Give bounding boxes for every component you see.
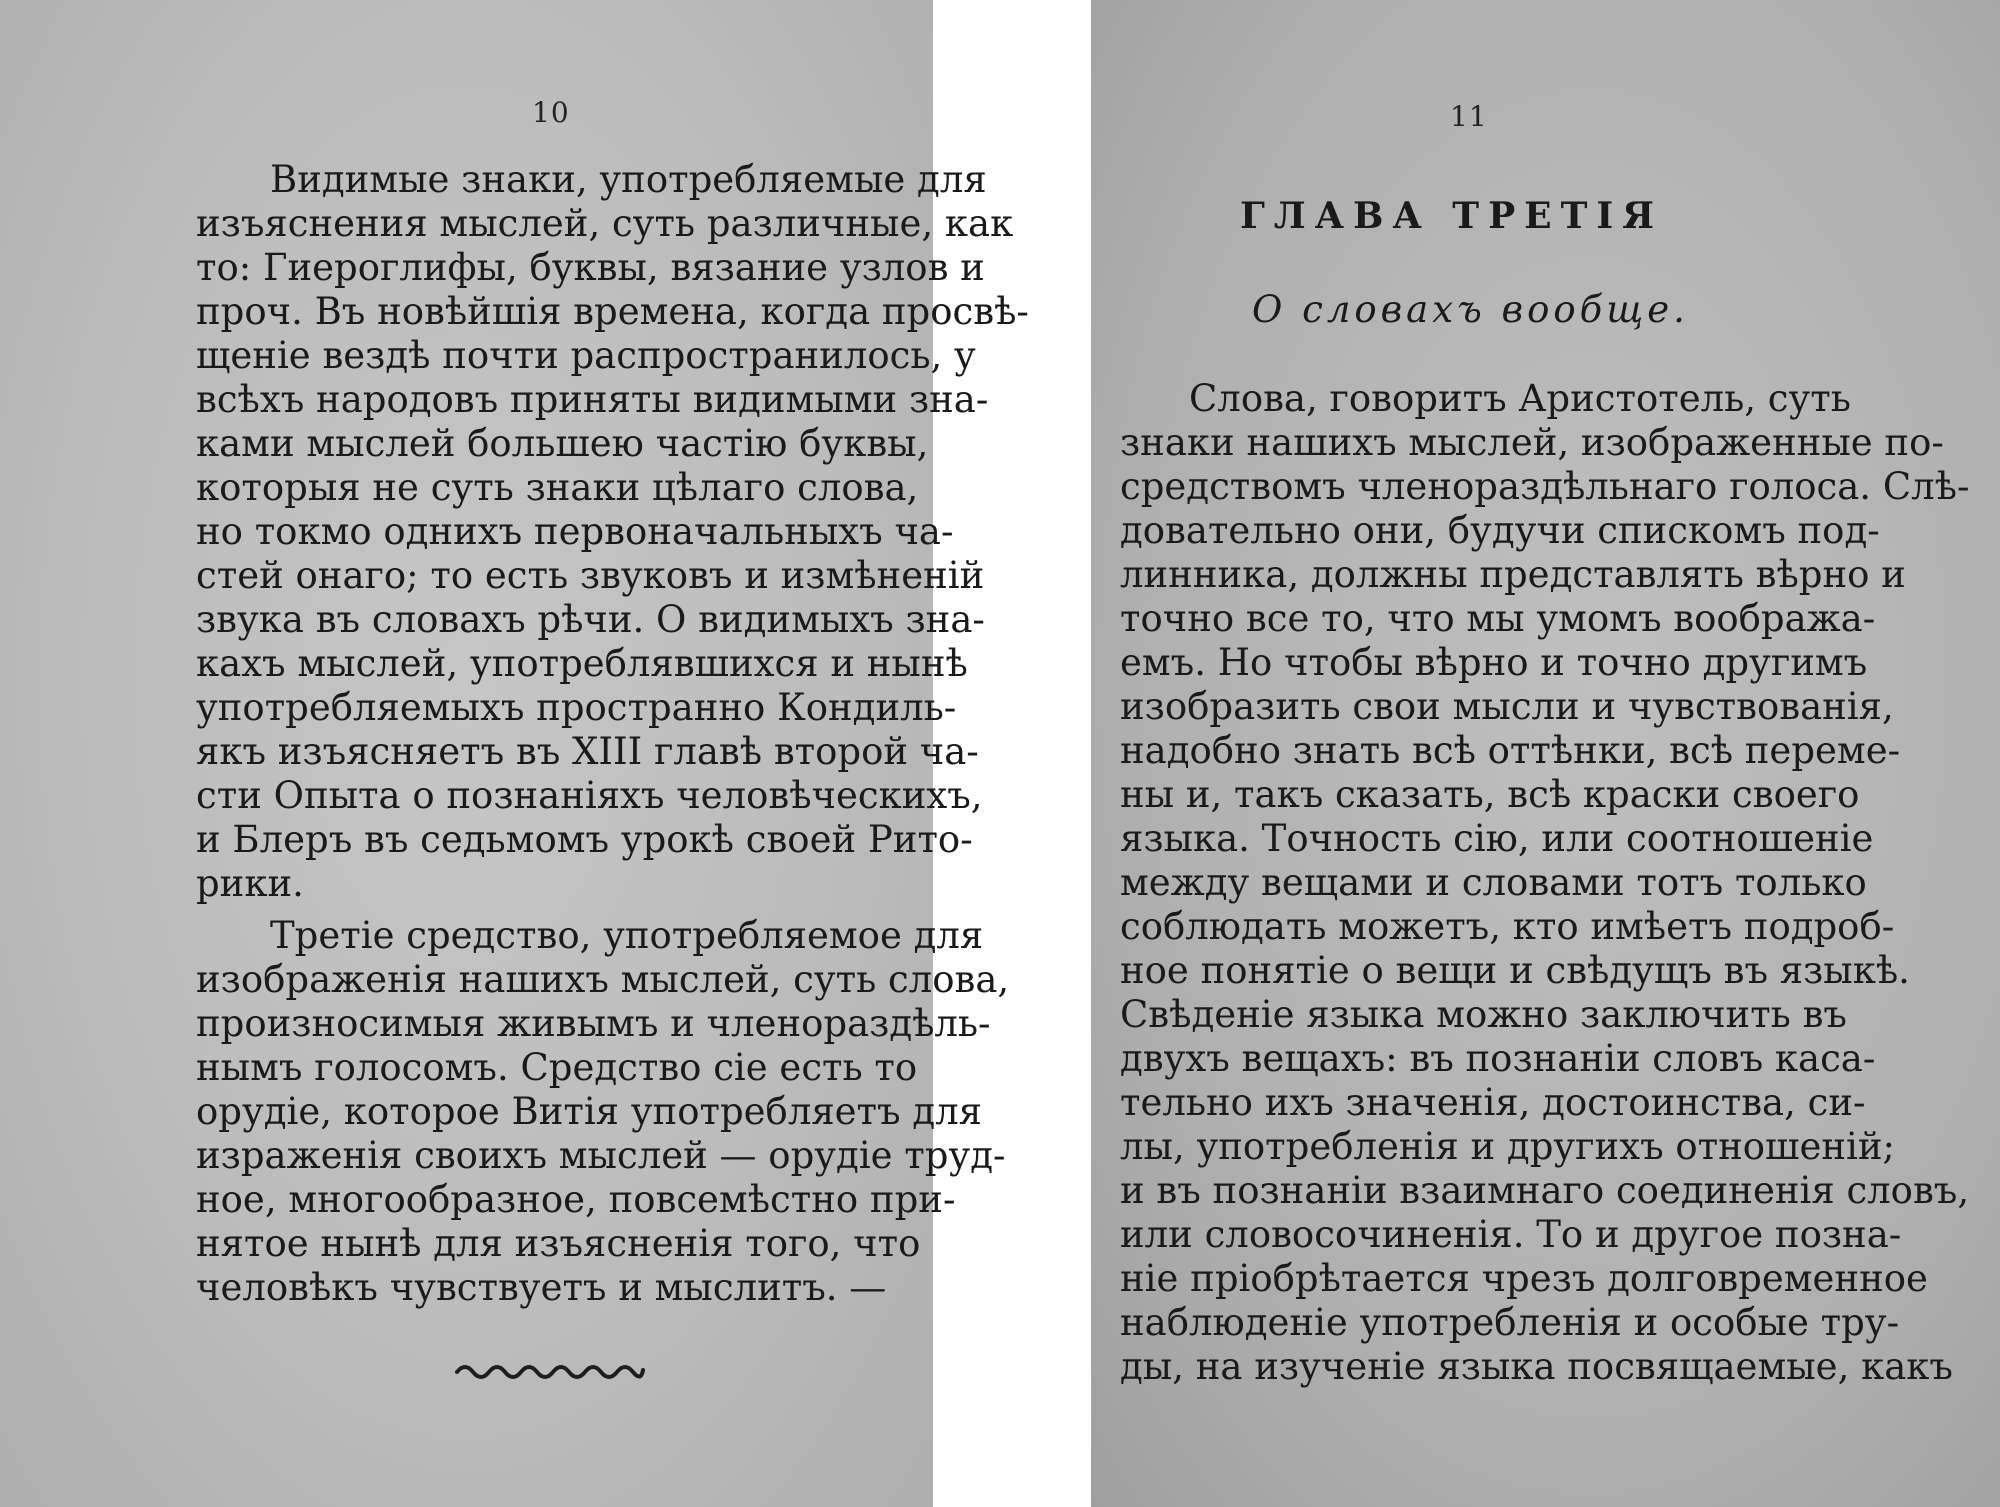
text-line: которыя не суть знаки цѣлаго слова, (196, 466, 919, 509)
text-line: лы, употребленія и другихъ отношеній; (1120, 1125, 1895, 1168)
text-line: сти Опыта о познаніяхъ человѣческихъ, (196, 774, 983, 817)
text-line: точно все то, что мы умомъ вообража- (1120, 597, 1876, 640)
text-line: соблюдать можетъ, кто имѣетъ подроб- (1120, 905, 1895, 948)
text-line: емъ. Но чтобы вѣрно и точно другимъ (1120, 641, 1868, 684)
text-line: средствомъ членораздѣльнаго голоса. Слѣ- (1120, 465, 1970, 508)
page-number-left: 10 (532, 96, 570, 129)
text-line: нымъ голосомъ. Средство сіе есть то (196, 1046, 918, 1089)
text-line: проч. Въ новѣйшія времена, когда просвѣ- (196, 290, 1029, 333)
chapter-heading: ГЛАВА ТРЕТІЯ (1240, 195, 1663, 237)
page-number-right: 11 (1450, 100, 1488, 133)
text-line: Слова, говоритъ Аристотель, суть (1189, 377, 1851, 420)
text-line: ды, на изученіе языка посвящаемые, какъ (1120, 1345, 1953, 1388)
text-line: израженія своихъ мыслей — орудіе труд- (196, 1134, 1006, 1177)
text-line: надобно знать всѣ оттѣнки, всѣ переме- (1120, 729, 1901, 772)
text-line: между вещами и словами тотъ только (1120, 861, 1867, 904)
text-line: ное понятіе о вещи и свѣдущъ въ языкѣ. (1120, 949, 1910, 992)
text-line: но токмо однихъ первоначальныхъ ча- (196, 510, 954, 553)
text-line: якъ изъясняетъ въ XIII главѣ второй ча- (196, 730, 979, 773)
chapter-subtitle: О словахъ вообще. (1252, 288, 1689, 331)
text-line: нятое нынѣ для изъясненія того, что (196, 1222, 921, 1265)
text-line: языка. Точность сію, или соотношеніе (1120, 817, 1874, 860)
text-line: Третіе средство, употребляемое для (270, 914, 984, 957)
text-line: изъяснения мыслей, суть различные, как (196, 202, 1014, 245)
text-line: употребляемыхъ пространно Кондиль- (196, 686, 957, 729)
wave-ornament-icon (455, 1358, 645, 1382)
text-line: стей онаго; то есть звуковъ и измѣненій (196, 554, 985, 597)
text-line: тельно ихъ значенія, достоинства, си- (1120, 1081, 1866, 1124)
text-line: и въ познаніи взаимнаго соединенія словъ, (1120, 1169, 1970, 1212)
text-line: щеніе вездѣ почти распространилось, у (196, 334, 976, 377)
text-line: ками мыслей большею частію буквы, (196, 422, 929, 465)
text-line: двухъ вещахъ: въ познаніи словъ каса- (1120, 1037, 1876, 1080)
text-line: то: Гиероглифы, буквы, вязание узлов и (196, 246, 985, 289)
text-line: ное, многообразное, повсемѣстно при- (196, 1178, 956, 1221)
text-line: линника, должны представлять вѣрно и (1120, 553, 1906, 596)
text-line: изображенія нашихъ мыслей, суть слова, (196, 958, 1010, 1001)
text-line: всѣхъ народовъ приняты видимыми зна- (196, 378, 989, 421)
text-line: кахъ мыслей, употреблявшихся и нынѣ (196, 642, 968, 685)
text-line: звука въ словахъ рѣчи. О видимыхъ зна- (196, 598, 985, 641)
text-line: Свѣденіе языка можно заключить въ (1120, 993, 1847, 1036)
text-line: или словосочиненія. То и другое позна- (1120, 1213, 1902, 1256)
text-line: человѣкъ чувствуетъ и мыслитъ. — (196, 1266, 887, 1309)
text-line: знаки нашихъ мыслей, изображенные по- (1120, 421, 1944, 464)
text-line: ны и, такъ сказать, всѣ краски своего (1120, 773, 1860, 816)
text-line: довательно они, будучи спискомъ под- (1120, 509, 1880, 552)
text-line: и Блеръ въ седьмомъ урокѣ своей Рито- (196, 818, 973, 861)
text-line: орудіе, которое Витія употребляетъ для (196, 1090, 982, 1133)
text-line: Видимые знаки, употребляемые для (270, 158, 987, 201)
text-line: рики. (196, 862, 304, 905)
text-line: изобразить свои мысли и чувствованія, (1120, 685, 1894, 728)
text-line: произносимыя живымъ и членораздѣль- (196, 1002, 991, 1045)
text-line: ніе пріобрѣтается чрезъ долговременное (1120, 1257, 1928, 1300)
text-line: наблюденіе употребленія и особые тру- (1120, 1301, 1900, 1344)
